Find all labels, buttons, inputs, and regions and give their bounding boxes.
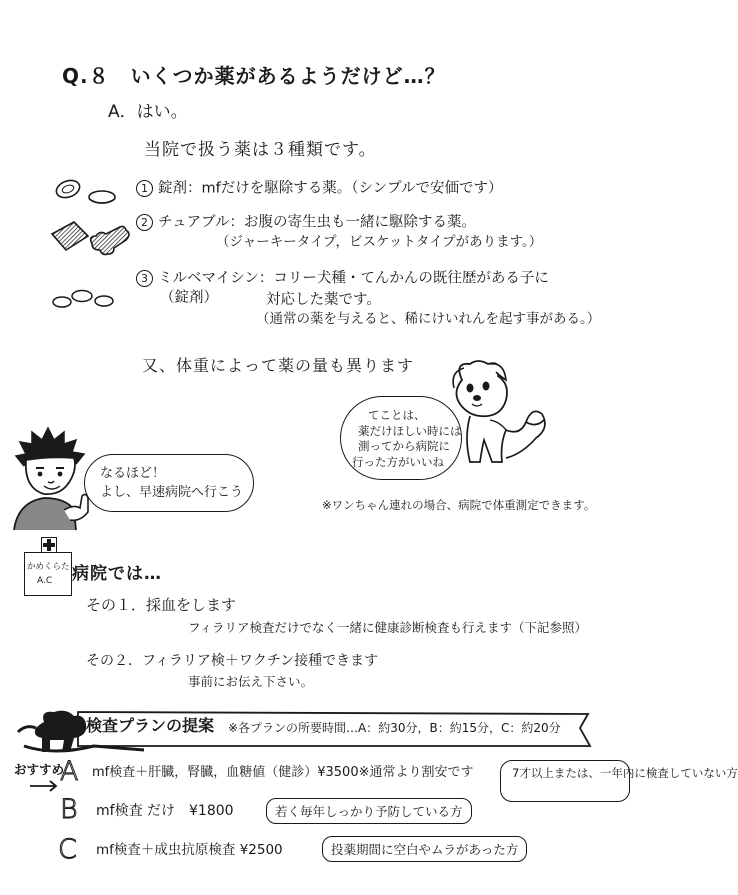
step-2-desc: 事前にお伝え下さい。 — [188, 674, 314, 689]
number-badge: 2 — [136, 214, 153, 231]
plan-b-text: mf検査 だけ ¥1800 — [96, 803, 234, 819]
bubble-line: てことは、 — [368, 408, 426, 422]
medicine-3-warning: （通常の薬を与えると、稀にけいれんを起す事がある。） — [256, 311, 601, 327]
clinic-sign-ac: A.C — [37, 576, 53, 586]
medicine-3 — [136, 270, 549, 287]
medicine-3-text: ミルベマイシン：コリー犬種・てんかんの既往歴がある子に — [158, 270, 549, 287]
bubble-line: 測ってから病院に — [358, 439, 450, 453]
dog-speech-text — [352, 408, 462, 470]
plan-a-note: 7才以上または、一年内に検査していない方 — [512, 766, 738, 780]
plan-c-text: mf検査＋成虫抗原検査 ¥2500 — [96, 842, 283, 858]
clinic-sign — [24, 552, 72, 596]
boy-illustration — [10, 426, 96, 532]
tablet-pills-icon — [52, 175, 122, 211]
cross-icon — [41, 537, 57, 553]
question-heading: Q.８ いくつか薬があるようだけど…？ — [62, 64, 446, 88]
arrow-right-icon — [28, 780, 60, 792]
step-1-desc: フィラリア検査だけでなく一緒に健康診断検査も行えます（下記参照） — [188, 620, 588, 635]
step-1-title: その１．採血をします — [86, 596, 237, 614]
medicine-3-detail: 対応した薬です。 — [266, 292, 381, 308]
medicine-2 — [136, 214, 476, 231]
milbemycin-pills-icon — [50, 284, 120, 312]
chewable-treats-icon — [48, 214, 132, 262]
answer-text: A．はい。 — [108, 102, 188, 122]
plan-c-letter: C — [58, 834, 77, 865]
bubble-line: 行った方がいいね — [352, 454, 444, 469]
plan-a-letter: A — [60, 756, 79, 787]
bubble-line: なるほど！ — [100, 466, 166, 481]
medicine-3-form: （錠剤） — [160, 290, 218, 306]
bubble-line: よし、早速病院へ行こう — [100, 485, 244, 500]
bubble-line: 薬だけほしい時には — [358, 423, 462, 438]
boy-speech-text — [100, 464, 243, 502]
intro-text: 当院で扱う薬は３種類です。 — [144, 140, 377, 160]
plan-a-text: mf検査＋肝臓，腎臓，血糖値（健診）¥3500※通常より割安です — [92, 765, 474, 780]
medicine-1 — [136, 180, 503, 197]
medicine-2-detail: （ジャーキータイプ，ビスケットタイプがあります。） — [216, 234, 543, 250]
plan-c-note: 投薬期間に空白やムラがあった方 — [322, 836, 527, 862]
medicine-2-text: チュアブル：お腹の寄生虫も一緒に駆除する薬。 — [158, 214, 476, 231]
plan-b-letter: B — [60, 794, 78, 825]
plan-banner-note: ※各プランの所要時間…A：約30分，B：約15分，C：約20分 — [228, 721, 561, 735]
weight-note: 又、体重によって薬の量も異ります — [142, 356, 415, 375]
dog-footnote: ※ワンちゃん連れの場合、病院で体重測定できます。 — [322, 498, 596, 512]
recommend-label: おすすめ — [14, 762, 65, 777]
number-badge: 1 — [136, 180, 153, 197]
number-badge: 3 — [136, 270, 153, 287]
medicine-1-text: 錠剤：mfだけを駆除する薬。（シンプルで安価です） — [158, 180, 503, 197]
step-2-title: その２．フィラリア検＋ワクチン接種できます — [86, 653, 379, 669]
plan-b-note: 若く毎年しっかり予防している方 — [266, 798, 472, 824]
clinic-sign-name: かめくらた — [27, 562, 70, 572]
plan-banner-title: 検査プランの提案 — [86, 716, 215, 735]
hospital-heading: 病院では… — [72, 564, 162, 584]
